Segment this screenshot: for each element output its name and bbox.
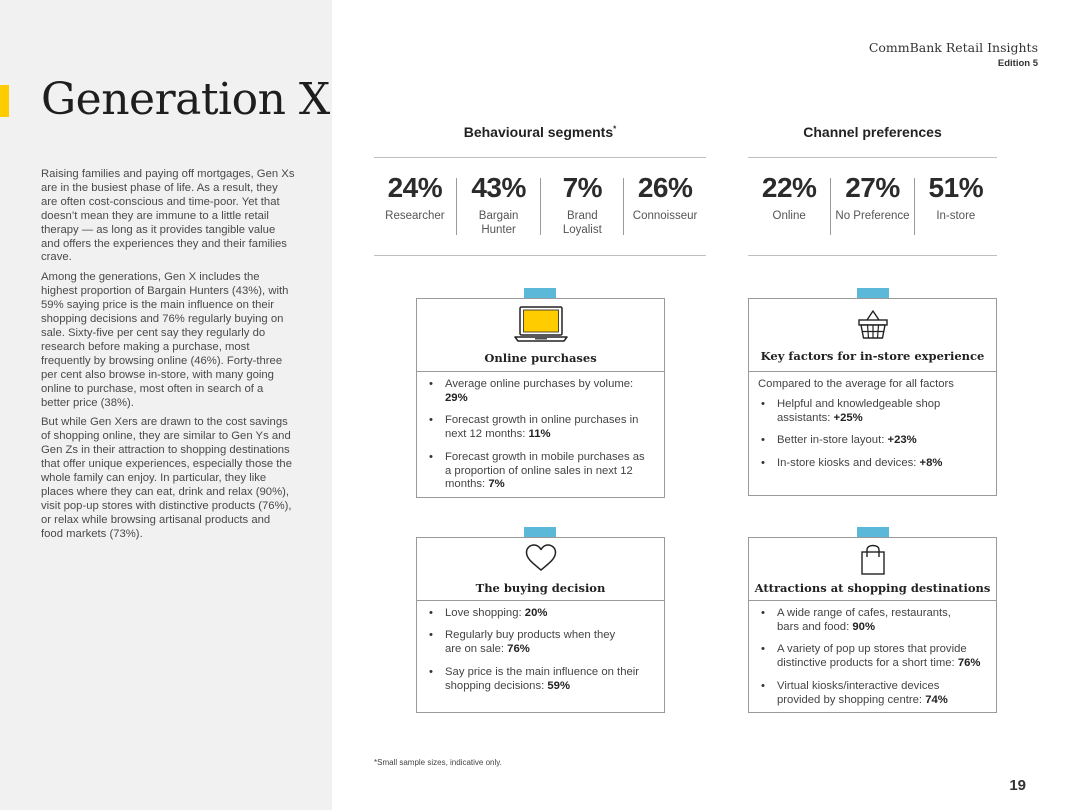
item-text: Better in-store layout: [777,434,888,447]
stat-bargain-hunter [456,172,541,236]
card-tab [524,288,556,298]
card-title: Attractions at shopping destinations [754,581,991,595]
list-item [426,607,652,621]
channel-stats [748,157,997,256]
list-item [758,607,988,635]
online-purchases-card [416,298,665,498]
intro-paragraph-3: But while Gen Xers are drawn to the cost savings of shopping online, they are similar to Gen Ys and Gen Zs in their attraction to shopping destinations that offer unique experiences, especially those the whole family can enjoy. In particular, they like places where they can eat, drink and relax (90%), visit pop-up stores with distinctive products (76%), or relax while browsing artisanal products and food markets (73%). [41,416,292,540]
item-text: A wide range of cafes, restaurants, bars and food: [777,607,951,633]
stat-in-store [914,172,997,235]
item-text: Virtual kiosks/interactive devices provided by shopping centre: [777,679,940,706]
page-title: Generation X [41,74,330,125]
behavioural-segments-title [374,124,706,140]
list-item [758,398,984,426]
item-text: Forecast growth in online purchases in next 12 months: [445,414,639,441]
brand-header [869,40,1038,69]
item-text: Average online purchases by volume: [445,378,634,390]
item-value: 29% [445,391,468,404]
heart-icon [524,543,558,578]
stat-label: Brand Loyalist [562,210,602,236]
buying-decision-card [416,537,665,713]
stat-value: 27% [845,172,900,203]
card-title: The buying decision [475,581,606,595]
item-text: Say price is the main influence on their shopping decisions: [445,665,640,692]
card-header [749,299,996,372]
card-header [417,538,664,601]
card-body [417,372,664,492]
item-value: 11% [528,428,551,441]
footnote-mark: * [613,124,617,134]
stat-value: 7% [562,172,603,203]
channel-preferences-title: Channel preferences [803,124,942,140]
stat-label: In-store [936,210,976,222]
bullet-list [426,378,652,492]
stat-value: 26% [637,172,693,203]
stat-online [748,172,830,235]
stat-value: 22% [761,172,817,203]
list-item [426,378,652,406]
stat-no-preference [830,172,913,235]
bullet-list [758,398,984,471]
list-item [758,680,988,708]
edition-label: Edition 5 [997,58,1038,69]
card-tab [857,527,889,537]
instore-experience-card [748,298,997,496]
page-number: 19 [1009,777,1026,794]
card-body [417,601,664,694]
shopping-bag-icon [858,544,888,581]
laptop-icon [514,305,568,348]
stat-label: Researcher [385,210,445,222]
stat-value: 43% [471,172,526,203]
list-item [758,643,988,671]
accent-bar [0,85,9,117]
footnote: *Small sample sizes, indicative only. [374,758,502,767]
card-body [749,601,996,707]
behavioural-title-text: Behavioural segments [463,124,614,140]
item-value: +25% [833,411,863,424]
item-value: +23% [887,434,917,447]
item-value: +8% [919,456,943,469]
card-header [749,538,996,601]
item-text: Forecast growth in mobile purchases as a proportion of online sales in next 12 months: [445,450,645,491]
list-item [426,629,652,657]
shopping-basket-icon [856,307,890,346]
bullet-list [758,607,988,707]
stat-label: Connoisseur [632,210,698,222]
brand-name: CommBank Retail Insights [868,40,1038,55]
item-value: 76% [957,657,981,670]
item-text: A variety of pop up stores that provide distinctive products for a short time: [777,643,967,670]
stat-researcher [374,172,456,235]
list-item [426,451,652,493]
card-body [749,372,996,471]
item-text: In-store kiosks and devices: [777,456,920,469]
item-value: 76% [507,643,530,656]
item-value: 74% [925,693,948,706]
list-item [426,414,652,442]
item-text: Helpful and knowledgeable shop assistants: [777,397,941,424]
item-value: 59% [547,679,570,692]
item-text: Regularly buy products when they are on sale: [445,629,616,656]
card-tab [524,527,556,537]
item-value: 20% [524,607,548,619]
item-text: Love shopping: [445,607,525,619]
list-item [758,434,984,448]
intro-paragraph-2: Among the generations, Gen X includes the highest proportion of Bargain Hunters (43%), with 59% saying price is the main influence on their shopping decisions and 76% regularly buying on sale. Sixty-five per cent say they regularly do research before making a purchase, most frequently by browsing online (46%). Forty-three per cent also browse in-store, with many going online to purchase, most often in search of a better price (38%). [41,271,289,409]
stat-label: No Preference [835,210,910,222]
card-title: Online purchases [484,351,597,365]
bullet-list [426,607,652,694]
card-intro: Compared to the average for all factors [758,378,954,390]
card-tab [857,288,889,298]
item-value: 7% [488,478,505,491]
list-item [758,457,984,471]
stat-value: 24% [387,172,443,203]
stat-label: Online [772,210,806,222]
stat-label: Bargain Hunter [478,210,519,236]
list-item [426,666,652,694]
stat-value: 51% [928,172,984,203]
attractions-card [748,537,997,713]
stat-brand-loyalist [540,172,623,236]
item-value: 90% [852,620,875,633]
card-title: Key factors for in-store experience [760,349,985,363]
stat-connoisseur [623,172,706,235]
card-header [417,299,664,372]
intro-paragraph-1: Raising families and paying off mortgages, Gen Xs are in the busiest phase of life. As a result, they are often cost-conscious and time-poor. Yet that doesn’t mean they are immune to a little retail therapy — as long as it provides tangible value and offers the experiences they and their families crave. [41,168,295,264]
behavioural-stats [374,157,706,256]
intro-text [41,168,295,548]
